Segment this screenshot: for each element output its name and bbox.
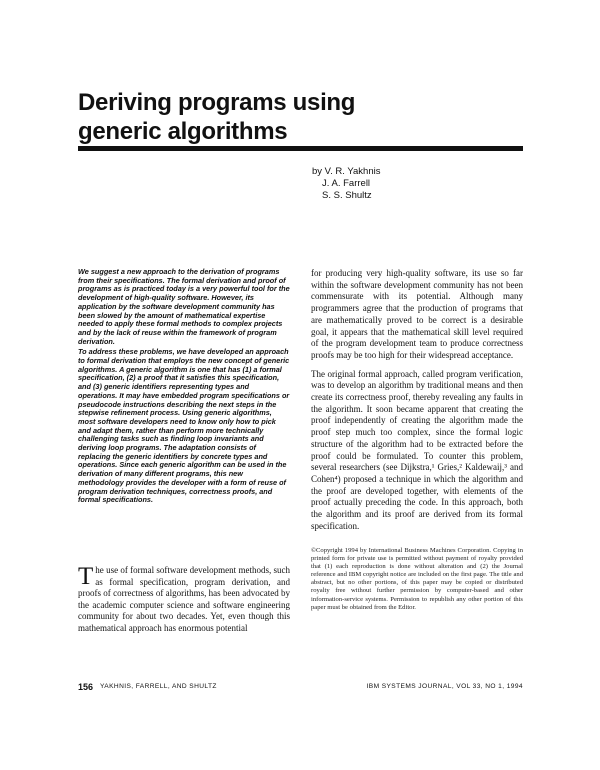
abstract-paragraph-1: We suggest a new approach to the derivation of programs from their specifications. The formal derivation and proof of programs as is practiced today is a very powerful tool for the development of high-quality software. However, its application by the software development community has been slowed by the amount of mathematical expertise needed to apply these formal methods to complex projects and by the lack of reuse within the framework of program derivation. (78, 267, 290, 346)
intro-text: he use of formal software development methods, such as formal specification, program derivation, and proofs of correctness of algorithms, has been advocated by the academic computer science and software engineering community for about two decades. Yet, even though this mathematical approach has enormous potential (78, 565, 290, 633)
body-paragraph-1: for producing very high-quality software, its use so far within the software development community has not been commensurate with its potential. Although many programmers agree that the production of programs that are mathematically proved to be correct is a desirable goal, it appears that the mathematical skill level required of the program development team to produce correctness proofs may be too high for their widespread acceptance. (311, 268, 523, 360)
article-title-line-1: Deriving programs using (78, 89, 356, 116)
author-list (312, 166, 380, 202)
article-title-line-2: generic algorithms (78, 118, 288, 145)
page-footer (78, 682, 523, 694)
right-running-head: IBM SYSTEMS JOURNAL, VOL 33, NO 1, 1994 (366, 683, 523, 690)
drop-cap: T (78, 563, 94, 590)
title-rule (78, 146, 523, 151)
abstract (78, 268, 290, 507)
page-number: 156 (78, 682, 94, 692)
copyright-notice (311, 547, 523, 612)
intro-paragraph (78, 565, 290, 634)
author-3: S. S. Shultz (322, 190, 372, 201)
author-2: J. A. Farrell (322, 178, 371, 189)
left-running-head: YAKHNIS, FARRELL, AND SHULTZ (100, 683, 217, 690)
article-title (78, 88, 378, 146)
abstract-paragraph-2: To address these problems, we have developed an approach to formal derivation that employs the new concept of generic algorithms. A generic algorithm is one that has (1) a formal specification, (2) a proof that it satisfies this specification, and (3) generic identifiers representing types and operations. It may have embedded program specifications or pseudocode instructions describing the next steps in the stepwise refinement process. Using generic algorithms, most software developers need to know only how to pick and adapt them, rather than perform more technically challenging tasks such as finding loop invariants and deriving loop programs. The adaptation consists of replacing the generic identifiers by concrete types and operations. Since each generic algorithm can be used in the derivation of many different programs, this new methodology provides the developer with a form of reuse of program derivation techniques, correctness proofs, and formal specifications. (78, 347, 290, 505)
copyright-text: 1994 by International Business Machines Corporation. Copying in printed form for private use is permitted without payment of royalty provided that (1) each reproduction is done without alteration and (2) the Journal reference and IBM copyright notice are included on the first page. The title and abstract, but no other portions, of this paper may be copied or distributed royalty free without further permission by computer-based and other information-service systems. Permission to republish any other portion of this paper must be obtained from the Editor. (311, 547, 523, 611)
right-column (311, 268, 523, 539)
body-paragraph-2: The original formal approach, called program verification, was to develop an algorithm by traditional means and then create its correctness proof, thereby revealing any faults in the algorithm. It soon became apparent that creating the proof independently of creating the algorithm made the proof step much too complex, since the formal logic structure of the algorithm had to be extracted before the proof could be formulated. To counter this problem, several researchers (see Dijkstra,¹ Gries,² Kaldewaij,³ and Cohen⁴) proposed a technique in which the algorithm and the proof are developed together, with elements of the proof actually preceding the code. In this approach, both the algorithm and its proof are derived from its formal specification. (311, 368, 523, 531)
copyright-label: ©Copyright (311, 547, 343, 554)
author-1: by V. R. Yakhnis (312, 166, 381, 177)
